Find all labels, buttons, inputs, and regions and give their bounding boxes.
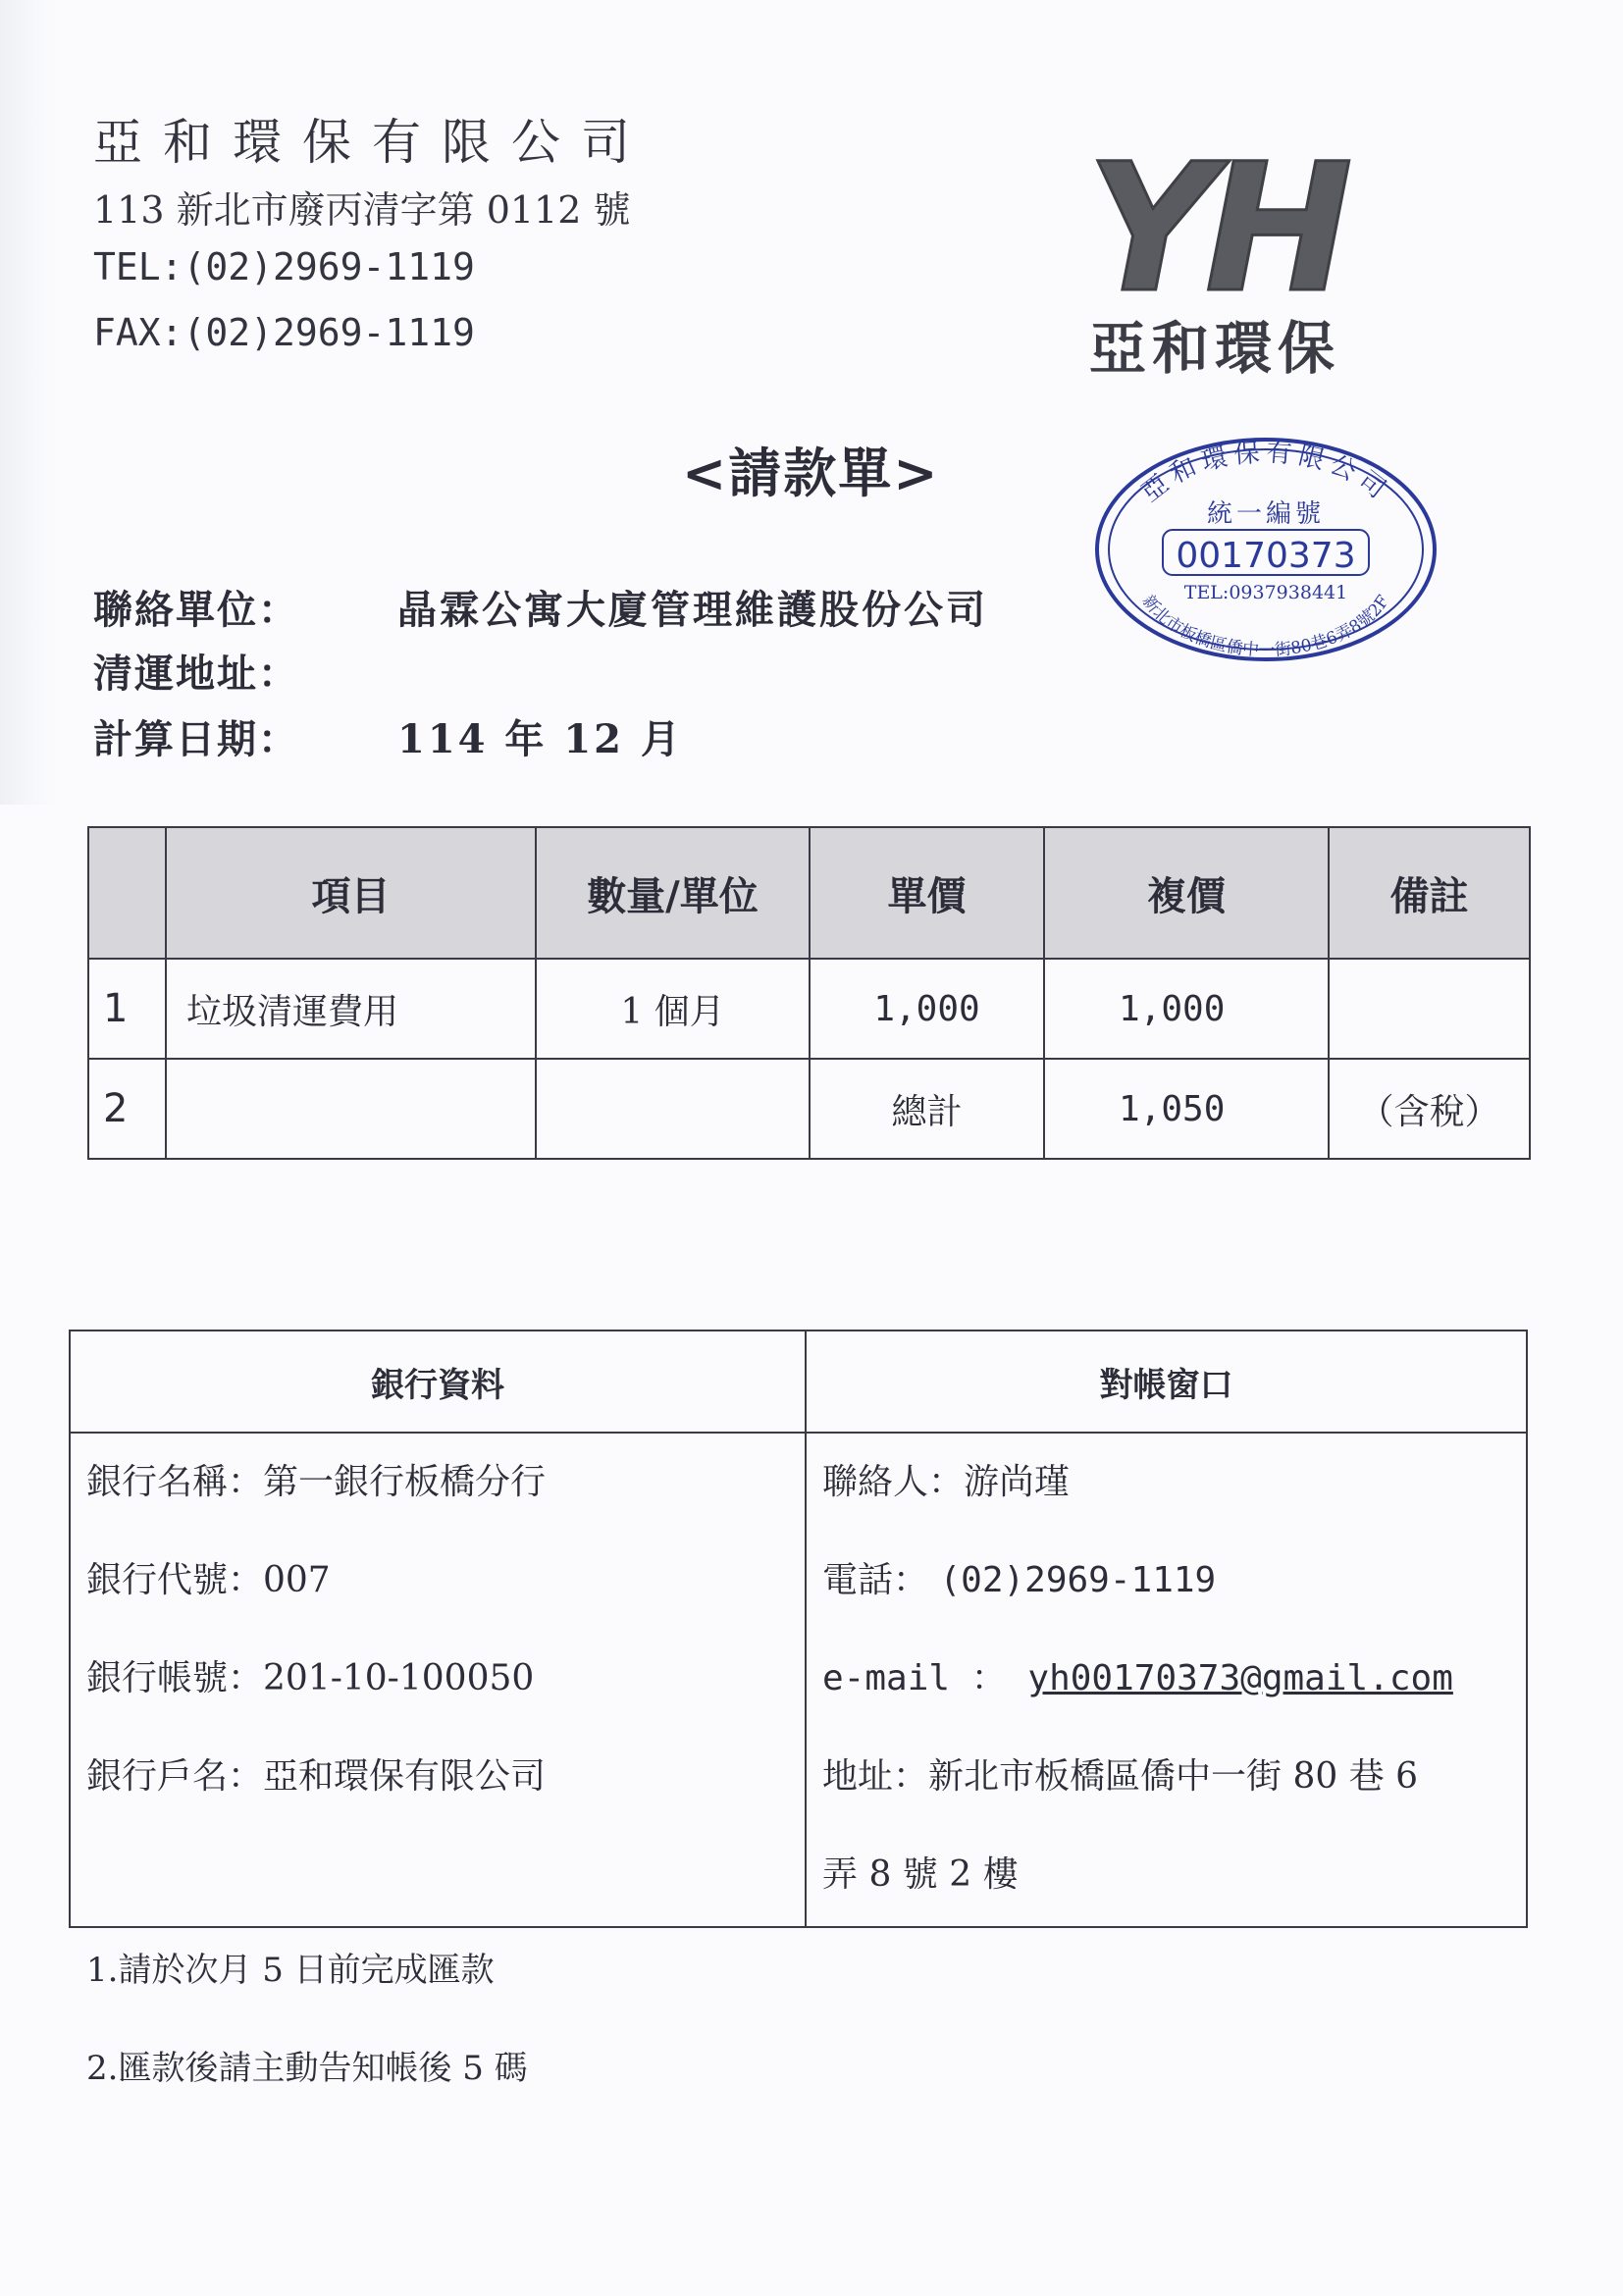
company-address: 113 新北市廢丙清字第 0112 號 (93, 188, 631, 232)
contact-phone-row (807, 1532, 1526, 1630)
contact-unit-value: 晶霖公寓大廈管理維護股份公司 (397, 587, 988, 633)
bank-table-body (70, 1433, 1527, 1927)
contact-email-label: e-mail ： (822, 1658, 1007, 1698)
row-unit-price: 1,000 (810, 959, 1044, 1059)
stamp-label: 統一編號 (1206, 499, 1326, 529)
company-name: 亞和環保有限公司 (93, 114, 651, 171)
row-item (166, 1059, 536, 1159)
stamp-tel: TEL:0937938441 (1183, 582, 1348, 603)
row-remark (1329, 959, 1530, 1059)
logo-name: 亞和環保 (1088, 315, 1341, 378)
row-index: 2 (88, 1059, 166, 1159)
contact-address-line1: 地址：新北市板橋區僑中一街 80 巷 6 (822, 1756, 1419, 1797)
header-cell-item: 項目 (166, 827, 536, 959)
paper-edge-shadow (0, 0, 59, 805)
bank-code: 銀行代號：007 (86, 1560, 331, 1600)
contact-window-cell (806, 1433, 1527, 1927)
header-cell-unit-price: 單價 (810, 827, 1044, 959)
bank-account-name: 銀行戶名：亞和環保有限公司 (86, 1756, 547, 1797)
document-title: <請款單> (682, 442, 940, 504)
contact-email-link[interactable]: yh00170373@gmail.com (1027, 1658, 1453, 1698)
stamp-top-text: 亞和環保有限公司 (1135, 438, 1396, 508)
row-amount: 1,000 (1044, 959, 1329, 1059)
row-quantity: 1 個月 (536, 959, 810, 1059)
header-cell-remark: 備註 (1329, 827, 1530, 959)
header-cell-quantity: 數量/單位 (536, 827, 810, 959)
row-total-amount: 1,050 (1044, 1059, 1329, 1159)
stamp-number: 00170373 (1176, 536, 1356, 576)
row-total-label: 總計 (810, 1059, 1044, 1159)
contact-unit-label: 聯絡單位： (93, 587, 299, 633)
company-logo (1068, 132, 1362, 378)
company-tel: TEL:(02)2969-1119 (93, 245, 475, 288)
pickup-address-label: 清運地址： (93, 651, 299, 697)
logo-letters: YH (1086, 132, 1343, 332)
row-index: 1 (88, 959, 166, 1059)
contact-address-line2: 弄 8 號 2 樓 (822, 1854, 1019, 1895)
row-quantity (536, 1059, 810, 1159)
bank-info-cell (70, 1433, 806, 1927)
bank-info-header: 銀行資料 (70, 1331, 806, 1433)
contact-person: 聯絡人：游尚瑾 (822, 1462, 1071, 1502)
bank-table-header (70, 1331, 1527, 1433)
bank-account: 銀行帳號：201-10-100050 (86, 1658, 535, 1698)
contact-window-header: 對帳窗口 (806, 1331, 1527, 1433)
note-notify-account: 2.匯款後請主動告知帳後 5 碼 (86, 2049, 528, 2088)
header-cell-amount: 複價 (1044, 827, 1329, 959)
billing-date-value: 114 年 12 月 (397, 716, 683, 762)
company-fax: FAX:(02)2969-1119 (93, 311, 475, 354)
header-cell-index (88, 827, 166, 959)
contact-phone-label: 電話： (822, 1560, 929, 1600)
contact-phone: (02)2969-1119 (939, 1560, 1217, 1600)
row-tax-remark: （含稅） (1329, 1059, 1530, 1159)
stamp-bottom-text: 新北市板橋區僑中一街80巷6弄8號2F (1137, 592, 1394, 661)
billing-date-label: 計算日期： (93, 716, 299, 762)
bank-name: 銀行名稱：第一銀行板橋分行 (86, 1462, 547, 1502)
contact-email-row (807, 1630, 1526, 1728)
bank-contact-table (69, 1330, 1528, 1928)
table-row (88, 1059, 1530, 1159)
row-item: 垃圾清運費用 (166, 959, 536, 1059)
items-table-header (88, 827, 1530, 959)
table-row (88, 959, 1530, 1059)
company-seal-stamp (1089, 432, 1442, 667)
items-table (87, 826, 1531, 1160)
note-payment-deadline: 1.請於次月 5 日前完成匯款 (86, 1951, 495, 1990)
